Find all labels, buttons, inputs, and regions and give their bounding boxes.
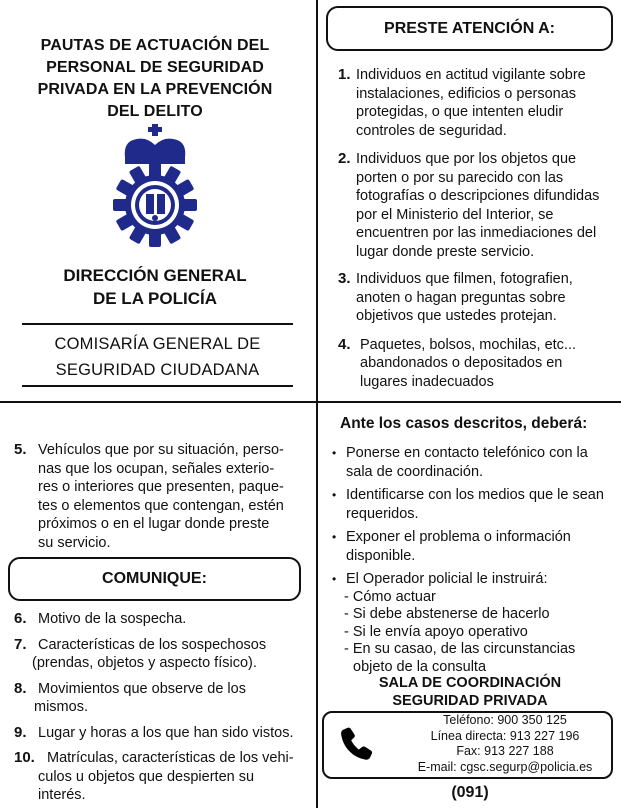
sub-item: objeto de la consulta [353,658,487,675]
item-line: Matrículas, características de los vehi- [47,750,294,766]
item-line: encuentren por las inmediaciones del [356,225,597,241]
item-line: mismos. [34,699,88,715]
list-item [14,610,316,629]
item-line: nas que los ocupan, señales exterio- [38,460,275,477]
title-line: PAUTAS DE ACTUACIÓN DEL [40,37,270,54]
operator-sub-list [332,589,617,677]
title-line: DEL DELITO [107,103,203,120]
contact-details [400,713,610,775]
item-number: 8. [14,679,27,697]
attention-list [338,66,620,398]
bullet-line: Identificarse con los medios que le sean [346,487,604,503]
direction-line: DE LA POLICÍA [92,289,218,308]
title-line: PRIVADA EN LA PREVENCIÓN [37,81,273,98]
item-number: 9. [14,723,27,741]
item-line: Individuos que filmen, fotografien, [356,271,573,287]
rule-divider [22,385,293,387]
list-item [14,680,316,717]
item-line: Lugar y horas a los que han sido vistos. [38,724,294,741]
bullet-line: El Operador policial le instruirá: [346,571,548,587]
list-item [338,270,620,326]
document-title [0,35,310,123]
sub-item: - Cómo actuar [344,588,436,605]
item-line: instalaciones, edificios o personas [356,85,577,102]
bullet-icon: • [332,488,337,502]
item-line: (prendas, objetos y aspecto físico). [32,655,257,671]
phone-number: Teléfono: 900 350 125 [443,713,567,727]
item-line: Características de los sospechosos [38,636,267,653]
item-line: su servicio. [38,534,111,551]
item-line: res o interiores que presenten, paque- [38,479,284,495]
item-line: objetivos que ustedes protejan. [356,308,557,324]
direccion-general-heading [0,264,310,310]
item-number: 6. [14,610,27,627]
item-line: Paquetes, bolsos, mochilas, etc... [360,336,576,353]
comunique-heading-box [8,557,301,601]
rule-divider [22,323,293,325]
bullet-item [332,570,617,589]
bullet-line: Exponer el problema o información [346,529,571,545]
bullet-item [332,486,617,523]
item-number: 10. [14,749,35,766]
bullet-line: requeridos. [346,505,419,522]
sala-line: SALA DE COORDINACIÓN [378,675,562,691]
item-5-block [14,441,314,559]
item-line: fotografías o descripciones difundidas [356,188,600,204]
bullet-line: Ponerse en contacto telefónico con la [346,445,588,461]
comunique-heading: COMUNIQUE: [102,570,207,587]
bullet-item [332,528,617,565]
list-item [14,441,314,552]
comisaria-line: SEGURIDAD CIUDADANA [55,361,260,379]
preste-atencion-heading-box [326,6,613,51]
item-number: 2. [338,150,351,167]
item-number: 3. [338,270,351,287]
list-item [338,336,620,392]
bullet-icon: • [332,530,337,544]
list-item [338,66,620,140]
ante-los-casos-heading: Ante los casos descritos, deberá: [340,415,588,432]
horizontal-fold-divider [0,401,621,403]
bullet-item [332,444,617,481]
item-number: 1. [338,66,351,83]
item-line: lugar donde preste servicio. [356,243,535,260]
sub-item: - En su casao, de las circunstancias [344,641,576,657]
title-line: PERSONAL DE SEGURIDAD [46,59,264,76]
bullet-line: disponible. [346,547,416,564]
direct-line: Línea directa: 913 227 196 [430,728,580,743]
preste-atencion-heading: PRESTE ATENCIÓN A: [384,20,555,37]
list-item [338,150,620,261]
fax-number: Fax: 913 227 188 [456,744,554,758]
item-line: Vehículos que por su situación, perso- [38,442,284,458]
list-item [14,724,316,743]
item-line: anoten o hagan preguntas sobre [356,289,566,306]
item-line: Movimientos que observe de los [38,680,246,697]
item-line: lugares inadecuados [360,373,494,390]
comisaria-heading [0,331,315,383]
bullet-icon: • [332,572,337,586]
item-line: por el Ministerio del Interior, se [356,206,554,223]
vertical-fold-divider [316,0,318,808]
email-address: E-mail: cgsc.segurp@policia.es [417,759,593,774]
comunique-list [14,610,316,808]
bullet-line: sala de coordinación. [346,463,484,480]
item-number: 7. [14,635,27,653]
item-line: Individuos que por los objetos que [356,151,577,167]
comisaria-line: COMISARÍA GENERAL DE [54,335,261,353]
item-number: 4. [338,335,351,353]
list-item [14,636,316,673]
policia-nacional-badge-icon [103,123,207,247]
direction-line: DIRECCIÓN GENERAL [63,266,247,285]
item-line: Individuos en actitud vigilante sobre [356,67,586,83]
item-line: protegidas, o que intenten eludir [356,104,564,120]
sala-line: SEGURIDAD PRIVADA [392,693,548,709]
list-item [14,749,316,805]
sub-item: - Si debe abstenerse de hacerlo [344,606,550,622]
item-line: culos u objetos que despierten su [38,768,255,785]
sala-coordinacion-heading [320,674,620,710]
item-number: 5. [14,441,27,458]
item-line: abandonados o depositados en [360,355,563,371]
phone-icon [336,724,378,766]
item-line: tes o elementos que contengan, estén [38,497,284,514]
item-line: Motivo de la sospecha. [38,611,187,627]
item-line: porten o por su parecido con las [356,169,564,186]
instructions-list [332,444,617,676]
item-line: interés. [38,787,86,803]
sub-item: - Si le envía apoyo operativo [344,623,528,640]
item-line: controles de seguridad. [356,122,507,139]
bullet-icon: • [332,446,337,460]
item-line: próximos o en el lugar donde preste [38,516,270,532]
emergency-code: (091) [451,784,489,801]
